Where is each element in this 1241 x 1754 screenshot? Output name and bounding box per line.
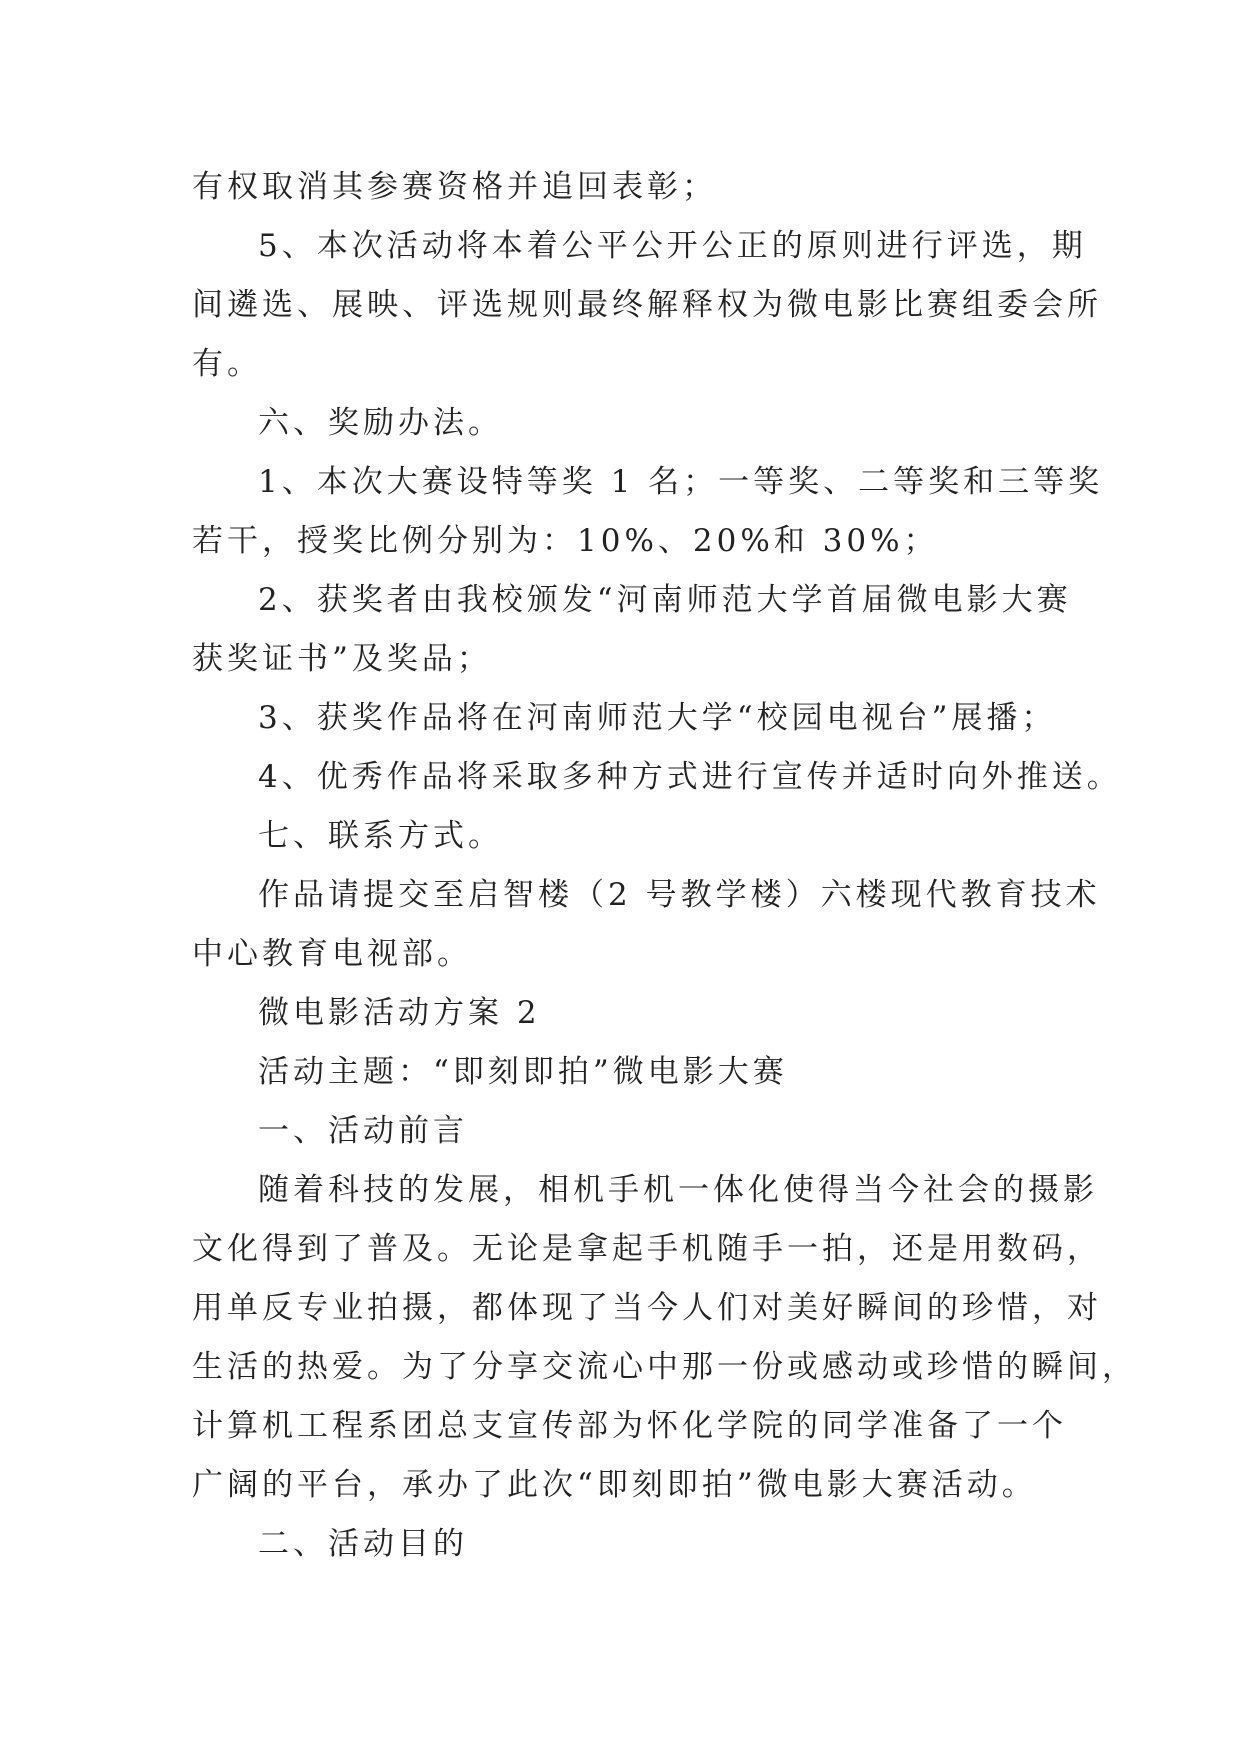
document-body [192, 158, 1137, 1574]
text-line: 六、奖励办法。 [258, 405, 503, 441]
text-line: 有权取消其参赛资格并追回表彰； [192, 169, 717, 205]
text-line: 间遴选、展映、评选规则最终解释权为微电影比赛组委会所 [192, 287, 1102, 323]
text-line: 生活的热爱。为了分享交流心中那一份或感动或珍惜的瞬间， [192, 1349, 1137, 1385]
text-line: 一、活动前言 [258, 1113, 468, 1149]
text-line: 计算机工程系团总支宣传部为怀化学院的同学准备了一个 [192, 1408, 1067, 1444]
text-line: 1、本次大赛设特等奖 1 名；一等奖、二等奖和三等奖 [258, 464, 1104, 500]
text-line: 4、优秀作品将采取多种方式进行宣传并适时向外推送。 [258, 759, 1122, 795]
text-line: 广阔的平台，承办了此次“即刻即拍”微电影大赛活动。 [192, 1467, 1037, 1503]
text-line: 若干，授奖比例分别为：10%、20%和 30%； [192, 523, 939, 559]
text-line: 文化得到了普及。无论是拿起手机随手一拍，还是用数码， [192, 1231, 1102, 1267]
text-line: 七、联系方式。 [258, 818, 503, 854]
text-line: 作品请提交至启智楼（2 号教学楼）六楼现代教育技术 [258, 877, 1101, 913]
text-line: 有。 [192, 346, 262, 382]
text-line: 随着科技的发展，相机手机一体化使得当今社会的摄影 [258, 1172, 1098, 1208]
text-line: 5、本次活动将本着公平公开公正的原则进行评选，期 [258, 228, 1087, 264]
text-line: 用单反专业拍摄，都体现了当今人们对美好瞬间的珍惜，对 [192, 1290, 1102, 1326]
text-line: 2、获奖者由我校颁发“河南师范大学首届微电影大赛 [258, 582, 1072, 618]
text-line: 活动主题：“即刻即拍”微电影大赛 [258, 1054, 788, 1090]
text-line: 3、获奖作品将在河南师范大学“校园电视台”展播； [258, 700, 1057, 736]
text-line: 获奖证书”及奖品； [192, 641, 492, 677]
text-line: 二、活动目的 [258, 1526, 468, 1562]
text-line: 微电影活动方案 2 [258, 995, 541, 1031]
text-line: 中心教育电视部。 [192, 936, 472, 972]
